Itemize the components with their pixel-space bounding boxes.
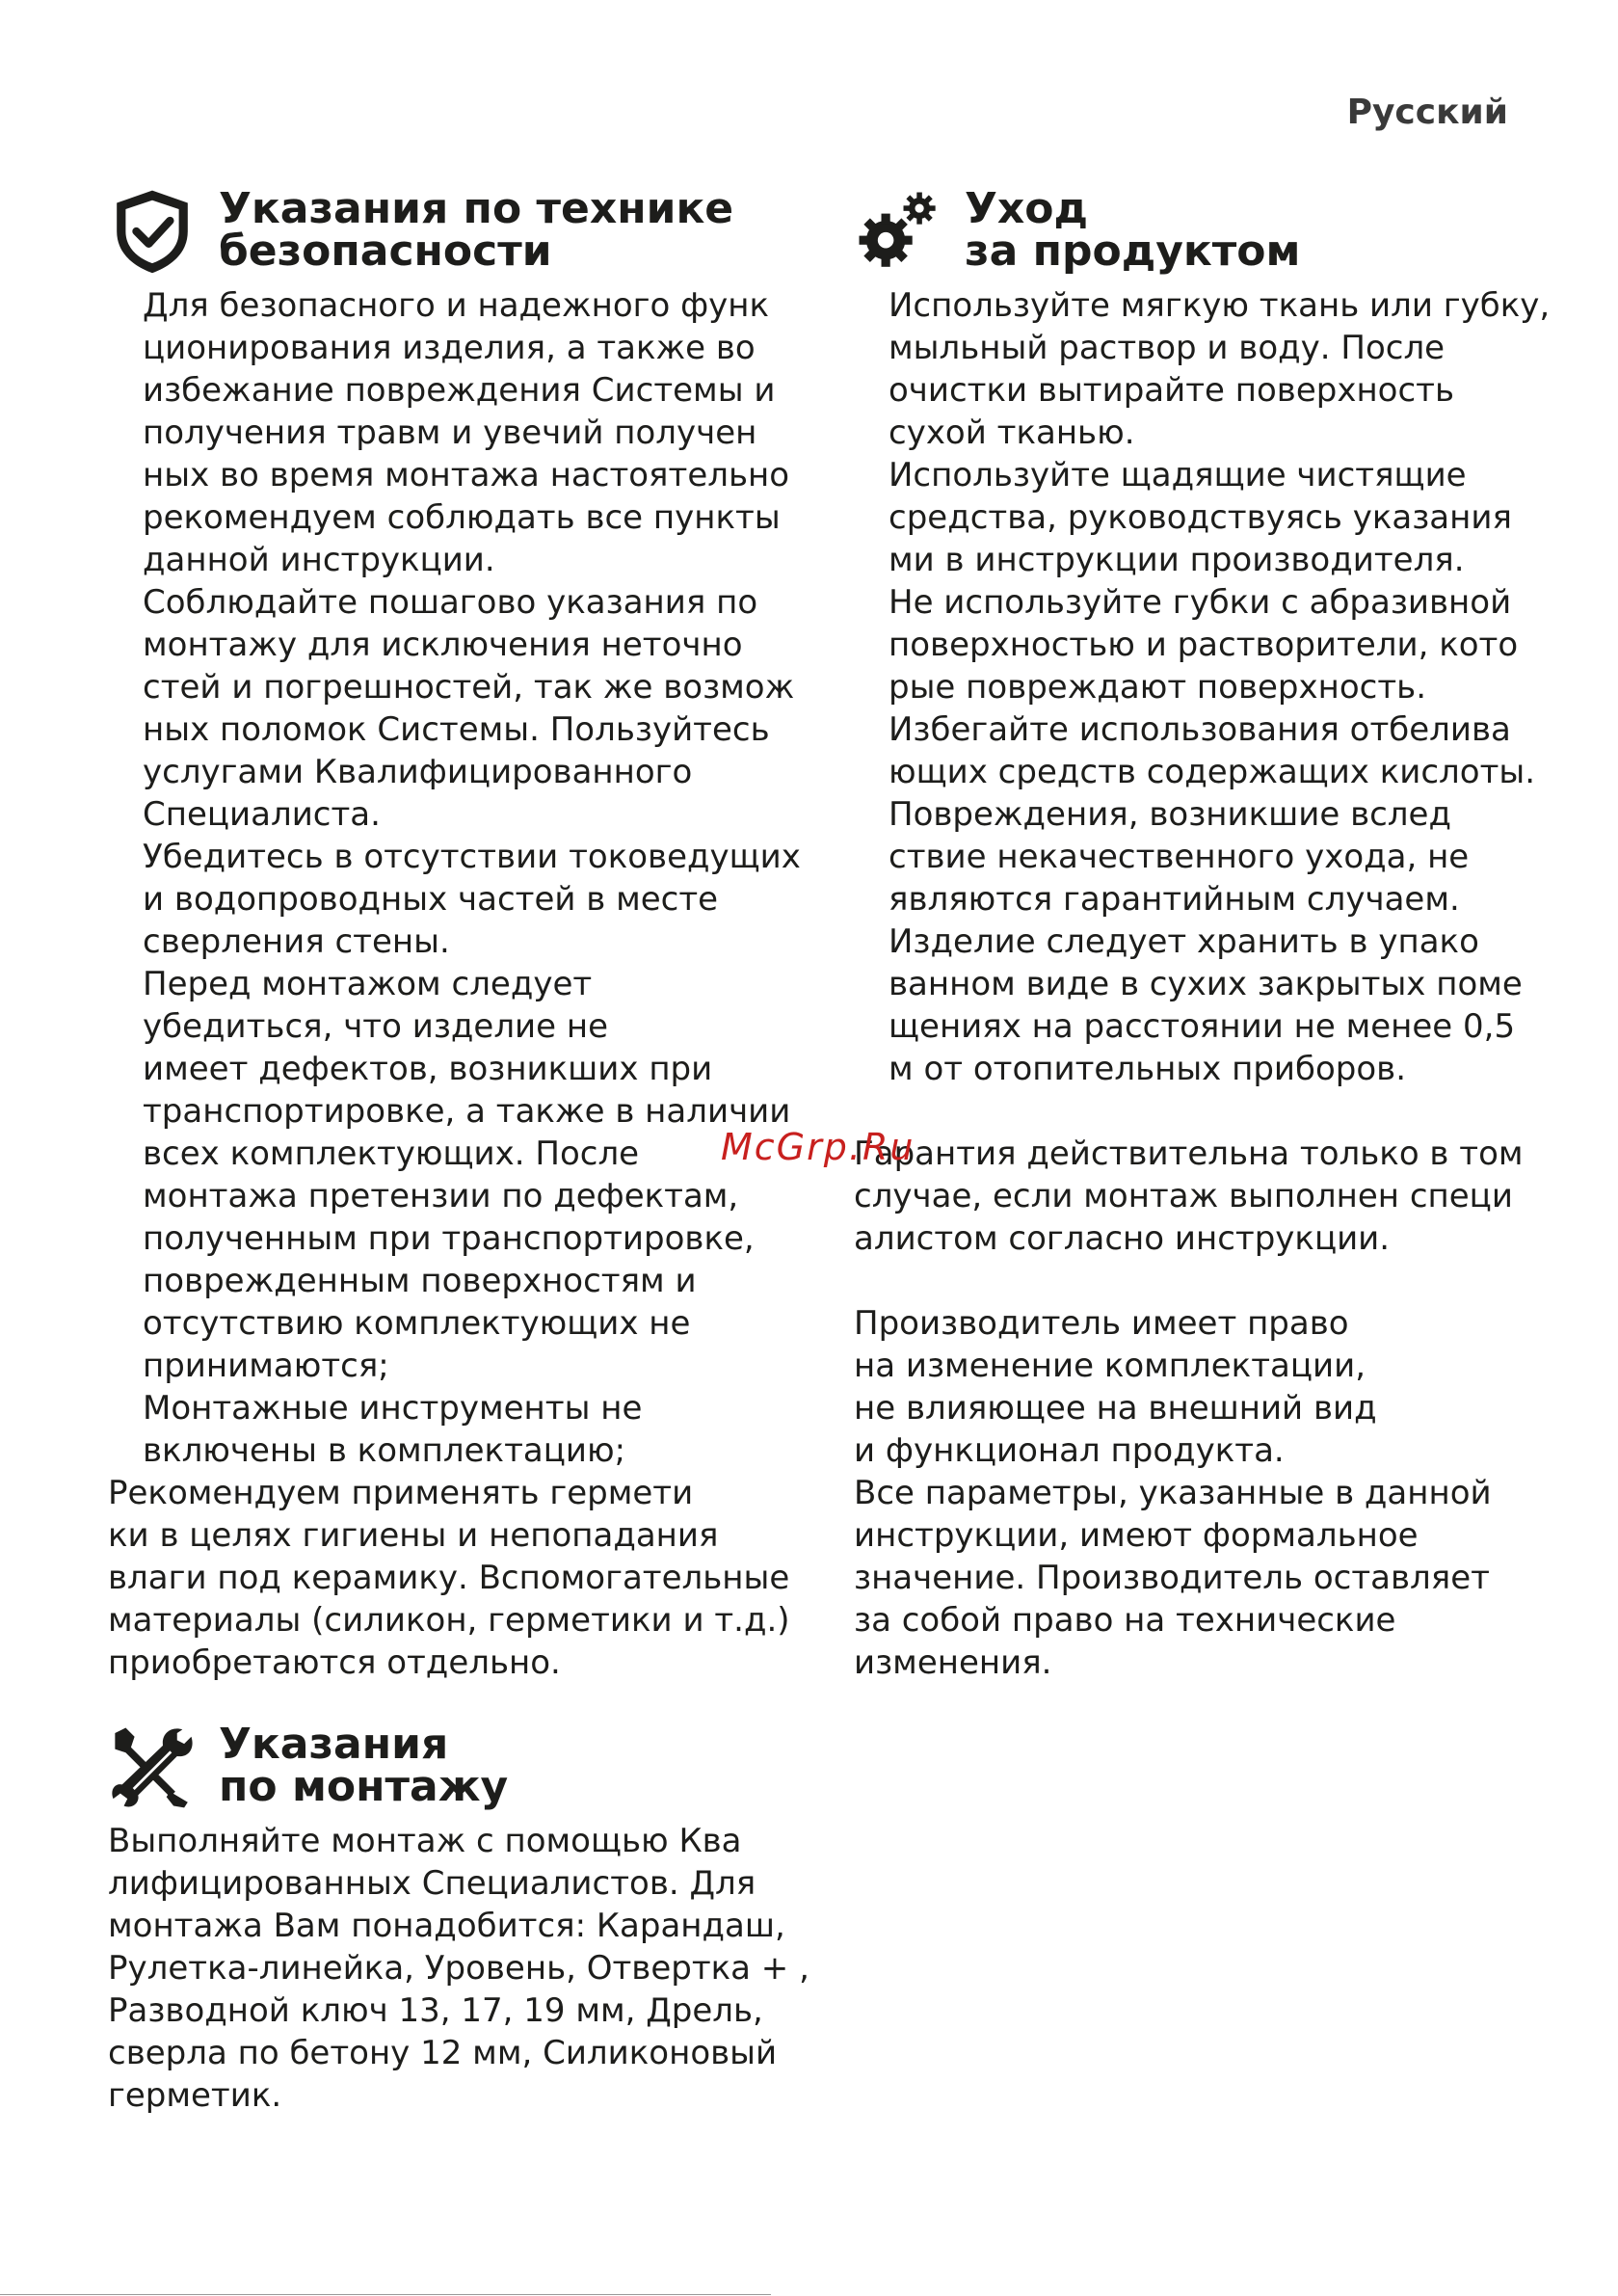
text-line: алистом согласно инструкции.	[854, 1219, 1391, 1258]
care-text	[854, 284, 1551, 1090]
text-line: и функционал продукта.	[854, 1431, 1285, 1470]
text-line: Производитель имеет право	[854, 1304, 1349, 1343]
text-line: Перед монтажом следует	[143, 965, 593, 1003]
language-label: Русский	[1346, 93, 1508, 132]
text-line: Не используйте губки с абразивной	[889, 583, 1512, 622]
left-column	[108, 183, 809, 2117]
text-line: щениях на расстоянии не менее 0,5	[889, 1007, 1516, 1046]
text-line: убедиться, что изделие не	[143, 1007, 609, 1046]
safety-title-line1: Указания по технике	[219, 184, 734, 233]
text-line: приобретаются отдельно.	[108, 1643, 561, 1682]
text-line: ционирования изделия, а также во	[143, 329, 756, 367]
text-line: включены в комплектацию;	[143, 1431, 626, 1470]
mounting-title-line2: по монтажу	[219, 1762, 509, 1811]
text-line: не влияющее на внешний вид	[854, 1389, 1377, 1428]
text-line: значение. Производитель оставляет	[854, 1559, 1490, 1597]
text-line: монтажа Вам понадобится: Карандаш,	[108, 1907, 785, 1945]
text-line: сверла по бетону 12 мм, Силиконовый	[108, 2034, 778, 2072]
text-line: имеет дефектов, возникших при	[143, 1050, 713, 1088]
safety-text	[108, 284, 801, 1472]
text-line: инструкции, имеют формальное	[854, 1516, 1419, 1555]
text-line: лифицированных Специалистов. Для	[108, 1864, 756, 1903]
mounting-section	[108, 1719, 809, 2117]
text-line: принимаются;	[143, 1347, 389, 1385]
shield-check-icon	[108, 187, 197, 276]
text-line: являются гарантийным случаем.	[889, 880, 1460, 919]
text-line: рые повреждают поверхность.	[889, 668, 1426, 707]
text-line: м от отопительных приборов.	[889, 1050, 1407, 1088]
text-line: монтажу для исключения неточно	[143, 626, 743, 664]
text-line: данной инструкции.	[143, 541, 495, 579]
text-line: рекомендуем соблюдать все пункты	[143, 498, 781, 537]
care-title	[965, 184, 1301, 276]
text-line: всех комплектующих. После	[143, 1135, 640, 1173]
text-line: полученным при транспортировке,	[143, 1219, 755, 1258]
text-line: герметик.	[108, 2076, 282, 2115]
text-line: ных во время монтажа настоятельно	[143, 456, 790, 494]
safety-heading	[108, 183, 782, 284]
mounting-title	[219, 1720, 509, 1811]
text-line: мыльный раствор и воду. После	[889, 329, 1446, 367]
text-line: Для безопасного и надежного функ	[143, 286, 770, 325]
text-line: Используйте щадящие чистящие	[889, 456, 1467, 494]
text-line: Избегайте использования отбелива	[889, 710, 1511, 749]
text-line: Изделие следует хранить в упако	[889, 922, 1479, 961]
text-line: Монтажные инструменты не	[143, 1389, 643, 1428]
text-line: и водопроводных частей в месте	[143, 880, 719, 919]
text-line: Выполняйте монтаж с помощью Ква	[108, 1822, 742, 1860]
text-line: Разводной ключ 13, 17, 19 мм, Дрель,	[108, 1991, 763, 2030]
text-line: Рекомендуем применять гермети	[108, 1474, 694, 1512]
text-line: избежание повреждения Системы и	[143, 371, 776, 410]
care-title-line1: Уход	[965, 184, 1089, 233]
right-column	[854, 183, 1551, 1684]
text-line: ствие некачественного ухода, не	[889, 838, 1470, 876]
text-line: на изменение комплектации,	[854, 1347, 1366, 1385]
text-line: за собой право на технические	[854, 1601, 1396, 1640]
text-line: очистки вытирайте поверхность	[889, 371, 1455, 410]
safety-title	[219, 184, 734, 276]
text-line: ки в целях гигиены и непопадания	[108, 1516, 719, 1555]
text-line: стей и погрешностей, так же возмож	[143, 668, 795, 707]
care-title-line2: за продуктом	[965, 227, 1301, 276]
care-heading	[854, 183, 1528, 284]
text-line: ванном виде в сухих закрытых поме	[889, 965, 1523, 1003]
text-line: Все параметры, указанные в данной	[854, 1474, 1492, 1512]
text-line: средства, руководствуясь указания	[889, 498, 1512, 537]
safety-section	[108, 183, 801, 1684]
text-line: ных поломок Системы. Пользуйтесь	[143, 710, 770, 749]
text-line: монтажа претензии по дефектам,	[143, 1177, 739, 1215]
text-line: влаги под керамику. Вспомогательные	[108, 1559, 790, 1597]
text-line: транспортировке, а также в наличии	[143, 1092, 791, 1131]
care-section	[854, 183, 1551, 1684]
text-line: Повреждения, возникшие вслед	[889, 795, 1451, 834]
watermark: McGrp.Ru	[721, 1126, 915, 1168]
text-line: услугами Квалифицированного	[143, 753, 693, 791]
text-line: ющих средств содержащих кислоты.	[889, 753, 1536, 791]
text-line: изменения.	[854, 1643, 1052, 1682]
warranty-text	[854, 1133, 1528, 1260]
safety-note	[108, 1472, 790, 1684]
manufacturer-text	[854, 1302, 1528, 1684]
text-line: сухой тканью.	[889, 414, 1135, 452]
tools-icon	[108, 1722, 197, 1811]
text-line: Используйте мягкую ткань или губку,	[889, 286, 1551, 325]
gears-icon	[854, 187, 942, 276]
text-line: поврежденным поверхностям и	[143, 1262, 697, 1300]
text-line: Убедитесь в отсутствии токоведущих	[143, 838, 801, 876]
text-line: Гарантия действительна только в том	[854, 1135, 1524, 1173]
text-line: случае, если монтаж выполнен специ	[854, 1177, 1513, 1215]
text-line: Соблюдайте пошагово указания по	[143, 583, 758, 622]
text-line: отсутствию комплектующих не	[143, 1304, 691, 1343]
text-line: получения травм и увечий получен	[143, 414, 757, 452]
text-line: материалы (силикон, герметики и т.д.)	[108, 1601, 790, 1640]
text-line: Рулетка-линейка, Уровень, Отвертка + ,	[108, 1949, 809, 1988]
text-line: Специалиста.	[143, 795, 381, 834]
divider	[0, 2294, 771, 2295]
mounting-title-line1: Указания	[219, 1720, 449, 1769]
text-line: сверления стены.	[143, 922, 450, 961]
text-line: ми в инструкции производителя.	[889, 541, 1465, 579]
safety-title-line2: безопасности	[219, 227, 552, 276]
mounting-text	[108, 1820, 809, 2117]
mounting-heading	[108, 1719, 782, 1820]
text-line: поверхностью и растворители, кото	[889, 626, 1519, 664]
